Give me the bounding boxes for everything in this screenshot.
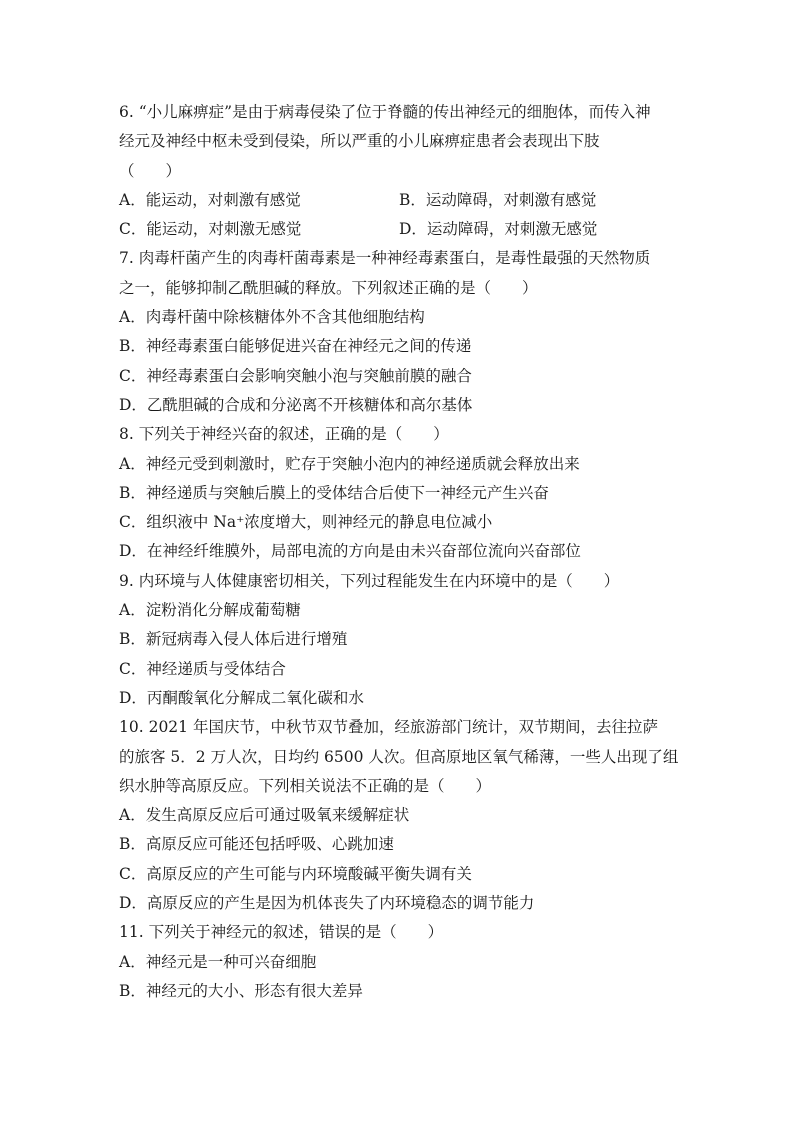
option-b: B．神经元的大小、形态有很大差异: [119, 981, 363, 1000]
question-stem-line: 8. 下列关于神经兴奋的叙述，正确的是（ ）: [119, 425, 449, 444]
question-10: [119, 713, 679, 918]
option-a: A．能运动，对刺激有感觉: [119, 190, 301, 209]
option-c: C．高原反应的产生可能与内环境酸碱平衡失调有关: [119, 864, 472, 883]
option-b: B．神经毒素蛋白能够促进兴奋在神经元之间的传递: [119, 337, 472, 356]
option-a: A．肉毒杆菌中除核糖体外不含其他细胞结构: [119, 308, 425, 327]
question-stem-line: 之一，能够抑制乙酰胆碱的释放。下列叙述正确的是（ ）: [119, 278, 538, 297]
question-9: [119, 567, 679, 713]
question-stem-line: 经元及神经中枢未受到侵染，所以严重的小儿麻痹症患者会表现出下肢: [119, 132, 600, 151]
question-stem-line: 7. 肉毒杆菌产生的肉毒杆菌毒素是一种神经毒素蛋白，是毒性最强的天然物质: [119, 249, 651, 268]
option-a: A．神经元是一种可兴奋细胞: [119, 952, 317, 971]
question-6: [119, 98, 679, 244]
question-11: [119, 918, 679, 1006]
question-stem-line: 6. “小儿麻痹症”是由于病毒侵染了位于脊髓的传出神经元的细胞体，而传入神: [119, 103, 651, 121]
option-b: B．运动障碍，对刺激有感觉: [399, 190, 597, 209]
question-stem-line: 10. 2021 年国庆节，中秋节双节叠加，经旅游部门统计，双节期间，去往拉萨: [119, 718, 658, 737]
question-stem-line: 11. 下列关于神经元的叙述，错误的是（ ）: [119, 923, 444, 942]
question-stem-line: 9. 内环境与人体健康密切相关，下列过程能发生在内环境中的是（ ）: [119, 571, 620, 590]
option-a: A．淀粉消化分解成葡萄糖: [119, 601, 301, 620]
option-c: C．组织液中 Na⁺浓度增大，则神经元的静息电位减小: [119, 513, 493, 532]
option-row: [119, 215, 679, 244]
option-d: D．运动障碍，对刺激无感觉: [399, 220, 598, 239]
option-d: D．丙酮酸氧化分解成二氧化碳和水: [119, 688, 364, 707]
option-b: B．高原反应可能还包括呼吸、心跳加速: [119, 835, 394, 854]
question-stem-line: 的旅客 5．2 万人次，日均约 6500 人次。但高原地区氧气稀薄，一些人出现了组: [119, 747, 679, 766]
option-c: C．能运动，对刺激无感觉: [119, 220, 302, 239]
document-page: [119, 98, 679, 1006]
option-d: D．乙酰胆碱的合成和分泌离不开核糖体和高尔基体: [119, 395, 473, 414]
option-a: A．神经元受到刺激时，贮存于突触小泡内的神经递质就会释放出来: [119, 454, 580, 473]
option-a: A．发生高原反应后可通过吸氧来缓解症状: [119, 806, 410, 825]
option-c: C．神经毒素蛋白会影响突触小泡与突触前膜的融合: [119, 366, 472, 385]
question-7: [119, 244, 679, 420]
question-8: [119, 420, 679, 566]
option-d: D．在神经纤维膜外，局部电流的方向是由未兴奋部位流向兴奋部位: [119, 542, 581, 561]
answer-blank: （ ）: [119, 161, 182, 180]
option-b: B．新冠病毒入侵人体后进行增殖: [119, 630, 348, 649]
option-d: D．高原反应的产生是因为机体丧失了内环境稳态的调节能力: [119, 894, 535, 913]
question-stem-line: 织水肿等高原反应。下列相关说法不正确的是（ ）: [119, 776, 492, 795]
option-row: [119, 186, 679, 215]
option-b: B．神经递质与突触后膜上的受体结合后使下一神经元产生兴奋: [119, 483, 549, 502]
option-c: C．神经递质与受体结合: [119, 659, 286, 678]
